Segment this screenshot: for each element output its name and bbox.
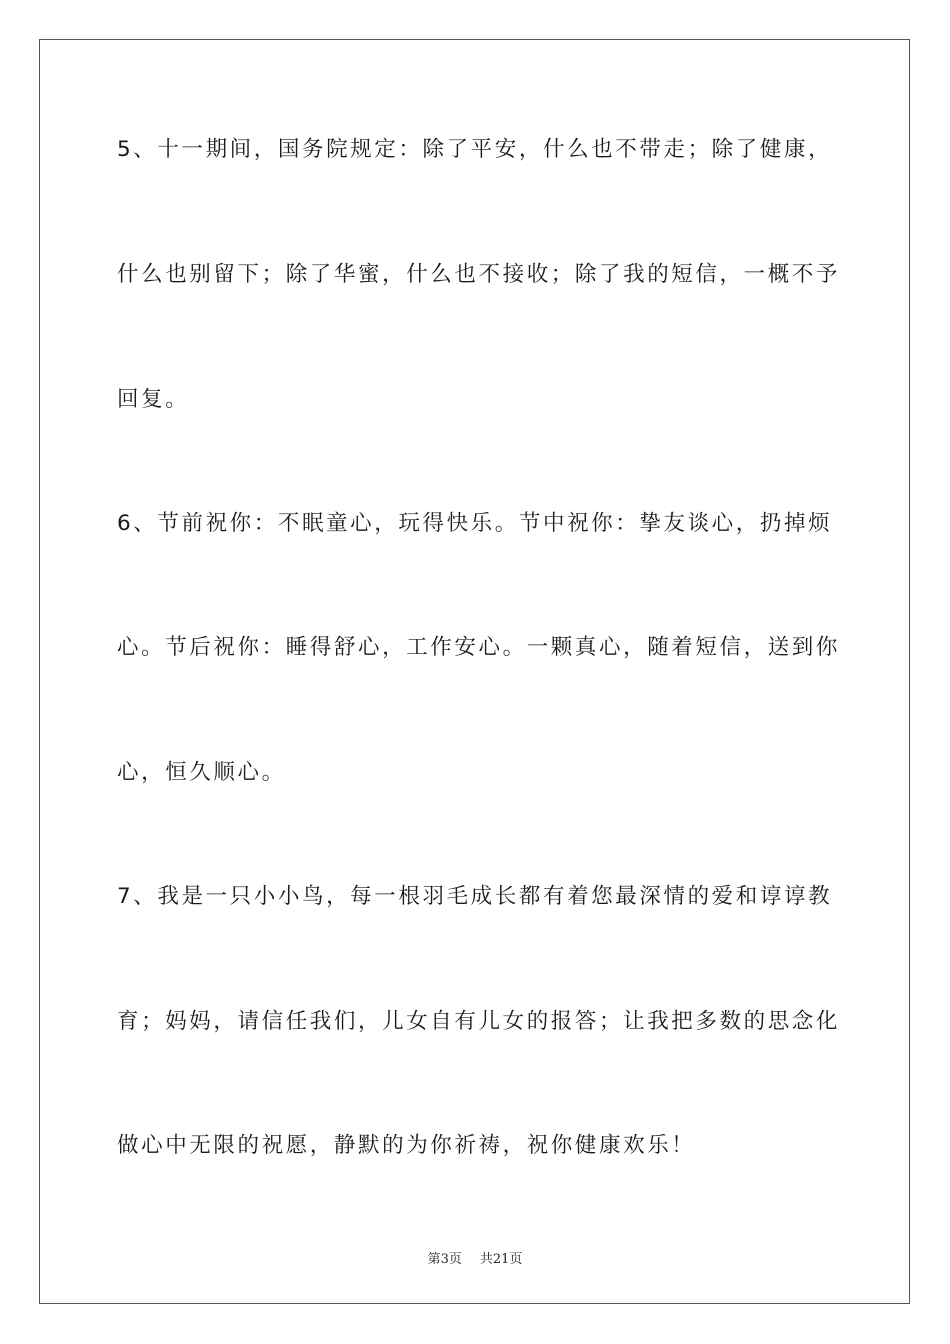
text-line: 心。节后祝你：睡得舒心，工作安心。一颗真心，随着短信，送到你 [117, 635, 841, 660]
text-line: 做心中无限的祝愿，静默的为你祈祷，祝你健康欢乐！ [117, 1133, 696, 1158]
page-footer [0, 1248, 950, 1267]
page-frame [39, 39, 910, 1304]
text-line: 6、节前祝你：不眠童心，玩得快乐。节中祝你：挚友谈心，扔掉烦 [117, 511, 833, 536]
page-total: 共21页 [479, 1252, 523, 1267]
text-line: 育；妈妈，请信任我们，儿女自有儿女的报答；让我把多数的思念化 [117, 1009, 841, 1034]
text-line: 5、十一期间，国务院规定：除了平安，什么也不带走；除了健康， [117, 137, 833, 162]
text-line: 回复。 [117, 387, 190, 412]
text-line: 心，恒久顺心。 [117, 760, 286, 785]
text-line: 什么也别留下；除了华蜜，什么也不接收；除了我的短信，一概不予 [117, 262, 841, 287]
page-number: 第3页 [427, 1252, 462, 1267]
text-line: 7、我是一只小小鸟，每一根羽毛成长都有着您最深情的爱和谆谆教 [117, 884, 833, 909]
